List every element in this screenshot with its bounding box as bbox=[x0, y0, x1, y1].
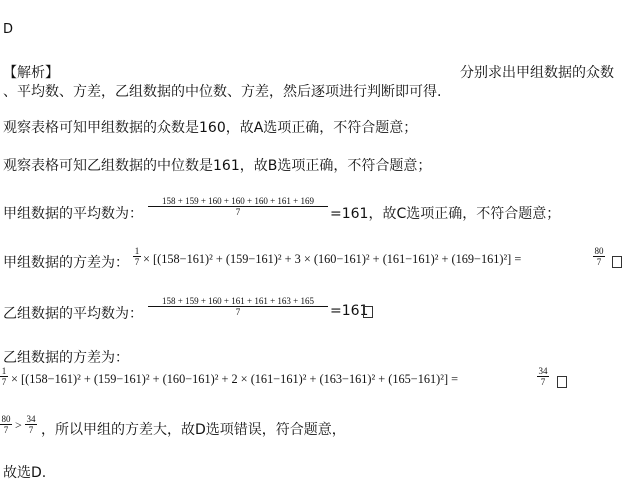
unrendered-glyph-icon bbox=[612, 256, 622, 268]
intro-right-text: 分别求出甲组数据的众数 bbox=[460, 65, 614, 81]
var-a-coef bbox=[133, 246, 141, 267]
compare-left-den: 7 bbox=[3, 425, 9, 435]
mean-a-fraction bbox=[148, 196, 328, 217]
var-b-coef bbox=[0, 366, 8, 387]
mean-a-prefix: 甲组数据的平均数为： bbox=[3, 206, 143, 222]
unrendered-glyph-icon bbox=[363, 306, 373, 318]
var-b-result-num: 34 bbox=[538, 366, 548, 376]
var-b-expression: × [(158−161)² + (159−161)² + (160−161)² + 2 × (161−161)² + (163−161)² + (165−161)²] = bbox=[11, 372, 459, 386]
var-a-result-den: 7 bbox=[596, 257, 602, 267]
conclusion: 故选D. bbox=[3, 465, 47, 481]
unrendered-glyph-icon bbox=[557, 376, 567, 388]
mean-a-denominator: 7 bbox=[235, 207, 241, 217]
mean-b-suffix: =161 bbox=[330, 303, 369, 319]
mean-b-fraction bbox=[148, 296, 328, 317]
mean-b-numerator: 158 + 159 + 160 + 161 + 161 + 163 + 165 bbox=[162, 296, 314, 306]
analysis-label: 【解析】 bbox=[3, 65, 59, 81]
var-a-coef-den: 7 bbox=[134, 257, 140, 267]
var-a-coef-num: 1 bbox=[134, 246, 140, 256]
compare-right-den: 7 bbox=[28, 425, 34, 435]
mean-b-denominator: 7 bbox=[235, 307, 241, 317]
var-a-result-num: 80 bbox=[594, 246, 604, 256]
var-b-result bbox=[537, 366, 549, 387]
answer-letter: D bbox=[3, 22, 14, 37]
line-a: 观察表格可知甲组数据的众数是160，故A选项正确，不符合题意； bbox=[3, 120, 418, 136]
mean-a-suffix: =161，故C选项正确，不符合题意； bbox=[330, 206, 561, 222]
var-b-coef-den: 7 bbox=[1, 377, 7, 387]
compare-right-num: 34 bbox=[26, 414, 36, 424]
mean-b-prefix: 乙组数据的平均数为： bbox=[3, 306, 143, 322]
line-b: 观察表格可知乙组数据的中位数是161，故B选项正确，不符合题意； bbox=[3, 158, 432, 174]
mean-a-numerator: 158 + 159 + 160 + 160 + 160 + 161 + 169 bbox=[162, 196, 314, 206]
compare-right bbox=[25, 414, 37, 435]
var-b-result-den: 7 bbox=[540, 377, 546, 387]
var-a-expression: × [(158−161)² + (159−161)² + 3 × (160−161)² + (161−161)² + (169−161)²] = bbox=[143, 252, 522, 266]
var-b-prefix: 乙组数据的方差为： bbox=[3, 350, 129, 366]
compare-left bbox=[0, 414, 12, 435]
intro-line-2: 、平均数、方差，乙组数据的中位数、方差，然后逐项进行判断即可得. bbox=[3, 84, 442, 100]
var-b-coef-num: 1 bbox=[1, 366, 7, 376]
var-a-prefix: 甲组数据的方差为： bbox=[3, 255, 129, 271]
compare-op: > bbox=[15, 418, 22, 432]
var-a-result bbox=[593, 246, 605, 267]
compare-text: ，所以甲组的方差大，故D选项错误，符合题意， bbox=[41, 422, 346, 438]
compare-left-num: 80 bbox=[1, 414, 11, 424]
